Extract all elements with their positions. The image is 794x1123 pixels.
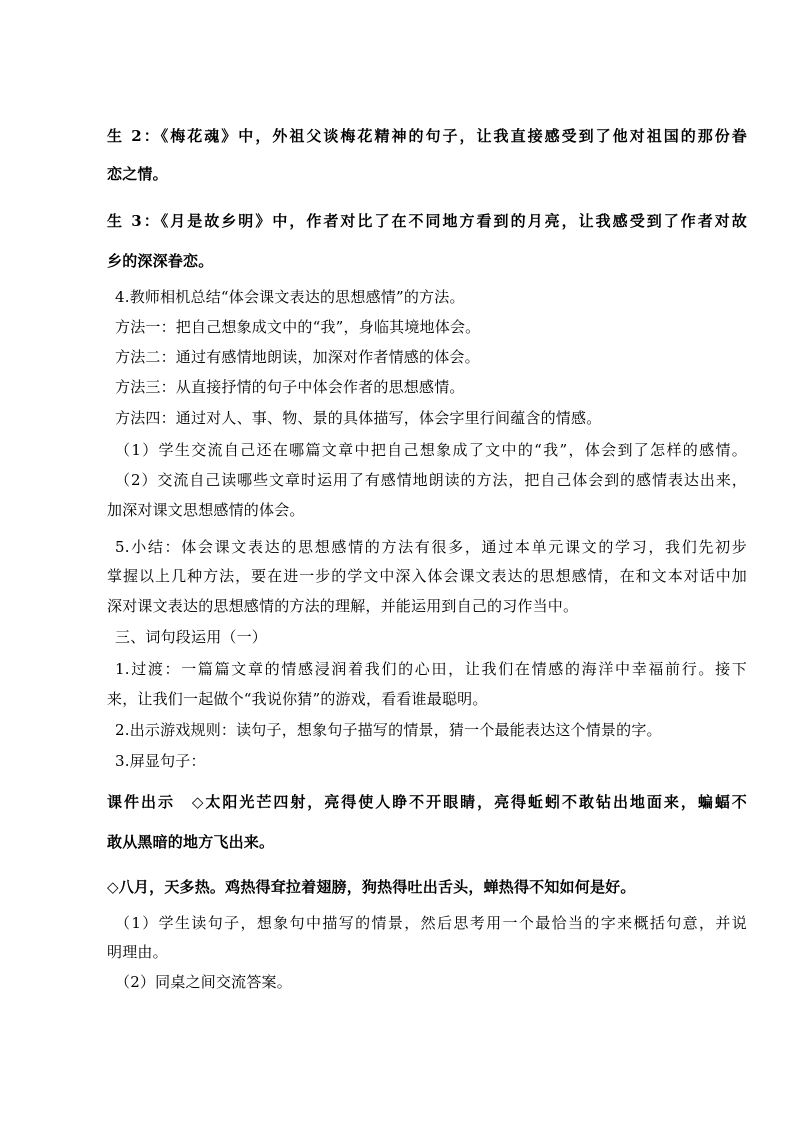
method-three: 方法三：从直接抒情的句子中体会作者的思想感情。 xyxy=(115,378,465,396)
paragraph-student3-line2: 乡的深深眷恋。 xyxy=(107,252,214,270)
paragraph-student2-line2: 恋之情。 xyxy=(107,165,168,183)
summary-line2: 掌握以上几种方法，要在进一步的学文中深入体会课文表达的思想感情，在和文本对话中加 xyxy=(107,567,747,585)
paragraph-student2-line1: 生 2：《梅花魂》中，外祖父谈梅花精神的句子，让我直接感受到了他对祖国的那份眷 xyxy=(107,127,747,145)
activity-1: （1）学生交流自己还在哪篇文章中把自己想象成了文中的“我”，体会到了怎样的感情。 xyxy=(115,441,747,459)
courseware-sentence1-line1: 课件出示 ◇太阳光芒四射，亮得使人睁不开眼睛，亮得蚯蚓不敢钻出地面来，蝙蝠不 xyxy=(107,793,747,811)
courseware-sentence1-line2: 敢从黑暗的地方飞出来。 xyxy=(107,833,275,851)
method-two: 方法二：通过有感情地朗读，加深对作者情感的体会。 xyxy=(115,348,480,366)
method-one: 方法一：把自己想象成文中的“我”，身临其境地体会。 xyxy=(115,318,481,336)
method-four: 方法四：通过对人、事、物、景的具体描写，体会字里行间蕴含的情感。 xyxy=(115,409,602,427)
transition-line2: 来，让我们一起做个“我说你猜”的游戏，看看谁最聪明。 xyxy=(107,690,488,708)
activity-2-line1: （2）交流自己读哪些文章时运用了有感情地朗读的方法，把自己体会到的感情表达出来， xyxy=(115,471,747,489)
paragraph-student3-line1: 生 3：《月是故乡明》中，作者对比了在不同地方看到的月亮，让我感受到了作者对故 xyxy=(107,212,747,230)
transition-line1: 1.过渡：一篇篇文章的情感浸润着我们的心田，让我们在情感的海洋中幸福前行。接下 xyxy=(115,660,747,678)
game-rules: 2.出示游戏规则：读句子，想象句子描写的情景，猜一个最能表达这个情景的字。 xyxy=(115,721,662,739)
task-1-line1: （1）学生读句子，想象句中描写的情景，然后思考用一个最恰当的字来概括句意，并说 xyxy=(115,914,747,932)
activity-2-line2: 加深对课文思想感情的体会。 xyxy=(107,501,305,519)
summary-line3: 深对课文表达的思想感情的方法的理解，并能运用到自己的习作当中。 xyxy=(107,597,579,615)
step4-heading: 4.教师相机总结“体会课文表达的思想感情”的方法。 xyxy=(115,288,465,306)
task-2: （2）同桌之间交流答案。 xyxy=(115,973,292,991)
courseware-sentence2: ◇八月，天多热。鸡热得耷拉着翅膀，狗热得吐出舌头，蝉热得不知如何是好。 xyxy=(107,878,636,896)
task-1-line2: 明理由。 xyxy=(107,943,168,961)
display-sentences-heading: 3.屏显句子： xyxy=(115,752,206,770)
summary-line1: 5.小结：体会课文表达的思想感情的方法有很多，通过本单元课文的学习，我们先初步 xyxy=(115,538,747,556)
section-heading: 三、词句段运用（一） xyxy=(115,628,268,646)
